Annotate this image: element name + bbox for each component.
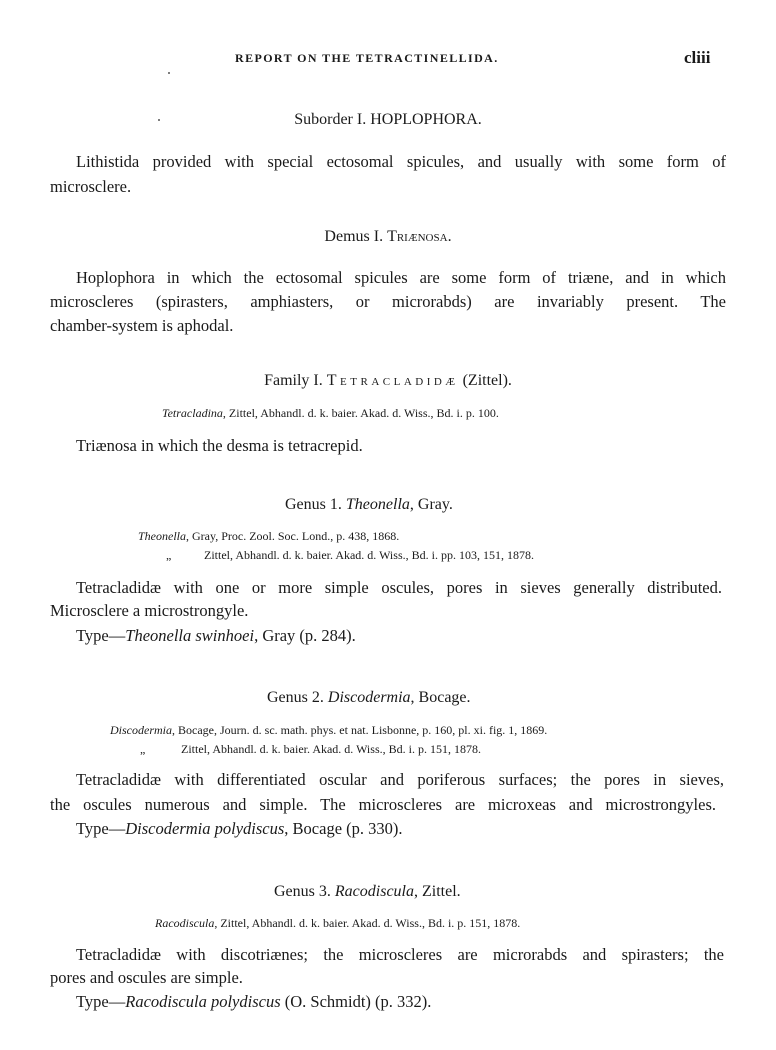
family-suffix: (Zittel). xyxy=(458,372,512,389)
genus3-type-suffix: (O. Schmidt) (p. 332). xyxy=(280,992,432,1011)
genus1-ref1-text: , Gray, Proc. Zool. Soc. Lond., p. 438, 1868. xyxy=(186,529,400,543)
genus2-reference-1 xyxy=(110,724,547,736)
genus3-heading xyxy=(274,884,461,900)
genus2-reference-2: Zittel, Abhandl. d. k. baier. Akad. d. Wiss., Bd. i. p. 151, 1878. xyxy=(181,742,481,756)
genus2-name: Discodermia xyxy=(327,689,411,706)
genus2-type xyxy=(76,821,752,838)
genus1-desc-line1: Tetracladidæ with one or more simple oscules, pores in sieves generally distributed. xyxy=(76,578,722,597)
genus1-type-name: Theonella swinhoei xyxy=(125,626,255,645)
genus2-ref1-name: Discodermia xyxy=(110,723,172,737)
family-reference xyxy=(162,407,499,419)
suborder-desc-line2: microsclere. xyxy=(50,177,132,196)
genus1-type-suffix: , Gray (p. 284). xyxy=(254,626,356,645)
family-ref-text: , Zittel, Abhandl. d. k. baier. Akad. d. Wiss., Bd. i. p. 100. xyxy=(222,406,499,420)
print-speck xyxy=(168,72,170,74)
genus2-type-suffix: , Bocage (p. 330). xyxy=(284,819,403,838)
genus1-ditto-mark: „ xyxy=(166,548,172,562)
genus3-type-prefix: Type— xyxy=(76,992,126,1011)
family-ref-name: Tetracladina xyxy=(162,406,223,420)
genus2-suffix: , Bocage. xyxy=(410,689,471,706)
genus2-desc-line2: the oscules numerous and simple. The microscleres are microxeas and microstrongyles. xyxy=(50,795,716,814)
genus1-desc-line2: Microsclere a microstrongyle. xyxy=(50,601,249,620)
genus1-type xyxy=(76,628,752,645)
family-prefix: Family I. xyxy=(264,372,327,389)
genus2-ref1-text: , Bocage, Journ. d. sc. math. phys. et nat. Lisbonne, p. 160, pl. xi. fig. 1, 1869. xyxy=(172,723,548,737)
genus1-type-prefix: Type— xyxy=(76,626,126,645)
genus3-ref1-name: Racodiscula xyxy=(155,916,215,930)
genus3-suffix: , Zittel. xyxy=(413,883,461,900)
suborder-desc-line1: Lithistida provided with special ectosomal spicules, and usually with some form of xyxy=(76,152,726,171)
genus3-name: Racodiscula xyxy=(334,883,414,900)
genus1-heading xyxy=(285,497,453,513)
genus1-ref1-name: Theonella xyxy=(138,529,186,543)
demus-suffix: . xyxy=(447,228,452,245)
page-number: cliii xyxy=(684,48,711,67)
genus3-reference-1 xyxy=(155,917,520,929)
genus2-heading xyxy=(267,690,471,706)
genus1-reference-1 xyxy=(138,530,399,542)
demus-desc-line2: microscleres (spirasters, amphiasters, or microrabds) are invariably present. The xyxy=(50,292,726,311)
demus-prefix: Demus I. xyxy=(324,228,388,245)
demus-heading xyxy=(0,229,776,245)
genus2-prefix: Genus 2. xyxy=(267,689,328,706)
suborder-heading: Suborder I. HOPLOPHORA. xyxy=(294,111,482,128)
family-description: Triænosa in which the desma is tetracrepid. xyxy=(76,436,363,455)
demus-desc-line1: Hoplophora in which the ectosomal spicules are some form of triæne, and in which xyxy=(76,268,726,287)
family-heading xyxy=(0,373,776,389)
genus3-type xyxy=(76,994,752,1011)
demus-desc-line3: chamber-system is aphodal. xyxy=(50,316,234,335)
genus1-reference-2: Zittel, Abhandl. d. k. baier. Akad. d. Wiss., Bd. i. pp. 103, 151, 1878. xyxy=(204,548,534,562)
genus2-ditto-mark: „ xyxy=(140,742,146,756)
genus1-prefix: Genus 1. xyxy=(285,496,346,513)
family-name: Tetracladidæ xyxy=(326,372,459,389)
genus3-desc-line1: Tetracladidæ with discotriænes; the microscleres are microrabds and spirasters; the xyxy=(76,945,724,964)
genus2-type-prefix: Type— xyxy=(76,819,126,838)
running-head: REPORT ON THE TETRACTINELLIDA. xyxy=(235,51,499,65)
genus3-type-name: Racodiscula polydiscus xyxy=(125,992,281,1011)
genus3-ref1-text: , Zittel, Abhandl. d. k. baier. Akad. d. Wiss., Bd. i. p. 151, 1878. xyxy=(214,916,521,930)
genus3-desc-line2: pores and oscules are simple. xyxy=(50,968,243,987)
genus2-desc-line1: Tetracladidæ with differentiated oscular and poriferous surfaces; the pores in sieves, xyxy=(76,770,724,789)
genus1-name: Theonella xyxy=(345,496,410,513)
demus-name: Triænosa xyxy=(387,228,448,245)
genus2-type-name: Discodermia polydiscus xyxy=(125,819,285,838)
genus3-prefix: Genus 3. xyxy=(274,883,335,900)
genus1-suffix: , Gray. xyxy=(409,496,453,513)
